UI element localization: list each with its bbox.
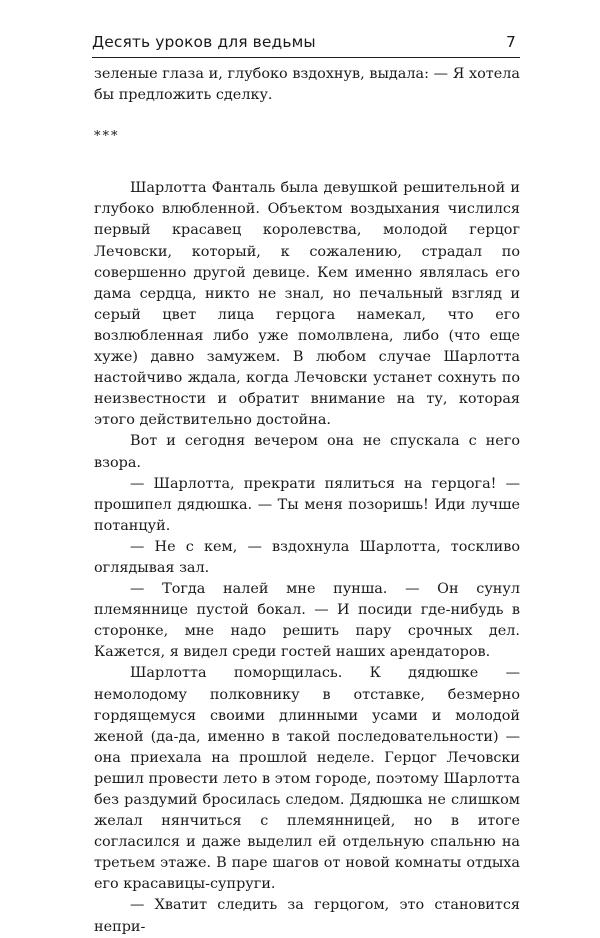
section-separator: *** <box>94 129 120 145</box>
header-divider <box>92 57 520 58</box>
paragraph: Шарлотта поморщилась. К дядюшке — немолодому полковнику в отставке, безмерно гордящемуся своими длинными усами и молодой женой (да-да, именно в такой последовательности) — она приехала на прошлой неделе. Герцог Лечовски решил провести лето в этом городе, поэтому Шарлотта без раздумий бросилась следом. Дядюшка не слишком желал нянчиться с племянницей, но в итоге согласился и даже выделил ей отдельную спальню на третьем этаже. В паре шагов от новой комнаты отдыха его красавицы-супруги. <box>94 665 520 893</box>
paragraph: Вот и сегодня вечером она не спускала с него взора. <box>94 433 520 471</box>
paragraph: — Не с кем, — вздохнула Шарлотта, тоскливо оглядывая зал. <box>94 538 520 576</box>
paragraph: — Шарлотта, прекрати пялиться на герцога! — прошипел дядюшка. — Ты меня позоришь! Иди лучше потанцуй. <box>94 475 520 534</box>
running-header <box>92 30 520 54</box>
page-number: 7 <box>506 33 516 51</box>
paragraph: — Хватит следить за герцогом, это становится непри- <box>94 897 520 935</box>
paragraph: Шарлотта Фанталь была девушкой решительной и глубоко влюбленной. Объектом воздыхания числился первый красавец королевства, молодой герцог Лечовски, который, к сожалению, страдал по совершенно другой девице. Кем именно являлась его дама сердца, никто не знал, но печальный взгляд и серый цвет лица герцога намекал, что его возлюбленная либо уже помолвлена, либо (что еще хуже) давно замужем. В любом случае Шарлотта настойчиво ждала, когда Лечовски устанет сохнуть по неизвестности и обратит внимание на ту, которая этого действительно достойна. <box>94 180 520 429</box>
paragraph-continued: зеленые глаза и, глубоко вздохнув, выдала: — Я хотела бы предложить сделку. <box>94 66 520 104</box>
page-body <box>94 64 520 938</box>
book-title: Десять уроков для ведьмы <box>92 33 316 51</box>
paragraph: — Тогда налей мне пунша. — Он сунул племяннице пустой бокал. — И посиди где-нибудь в сторонке, мне надо решить пару срочных дел. Кажется, я видел среди гостей наших арендаторов. <box>94 581 520 661</box>
section-gap <box>94 166 520 178</box>
